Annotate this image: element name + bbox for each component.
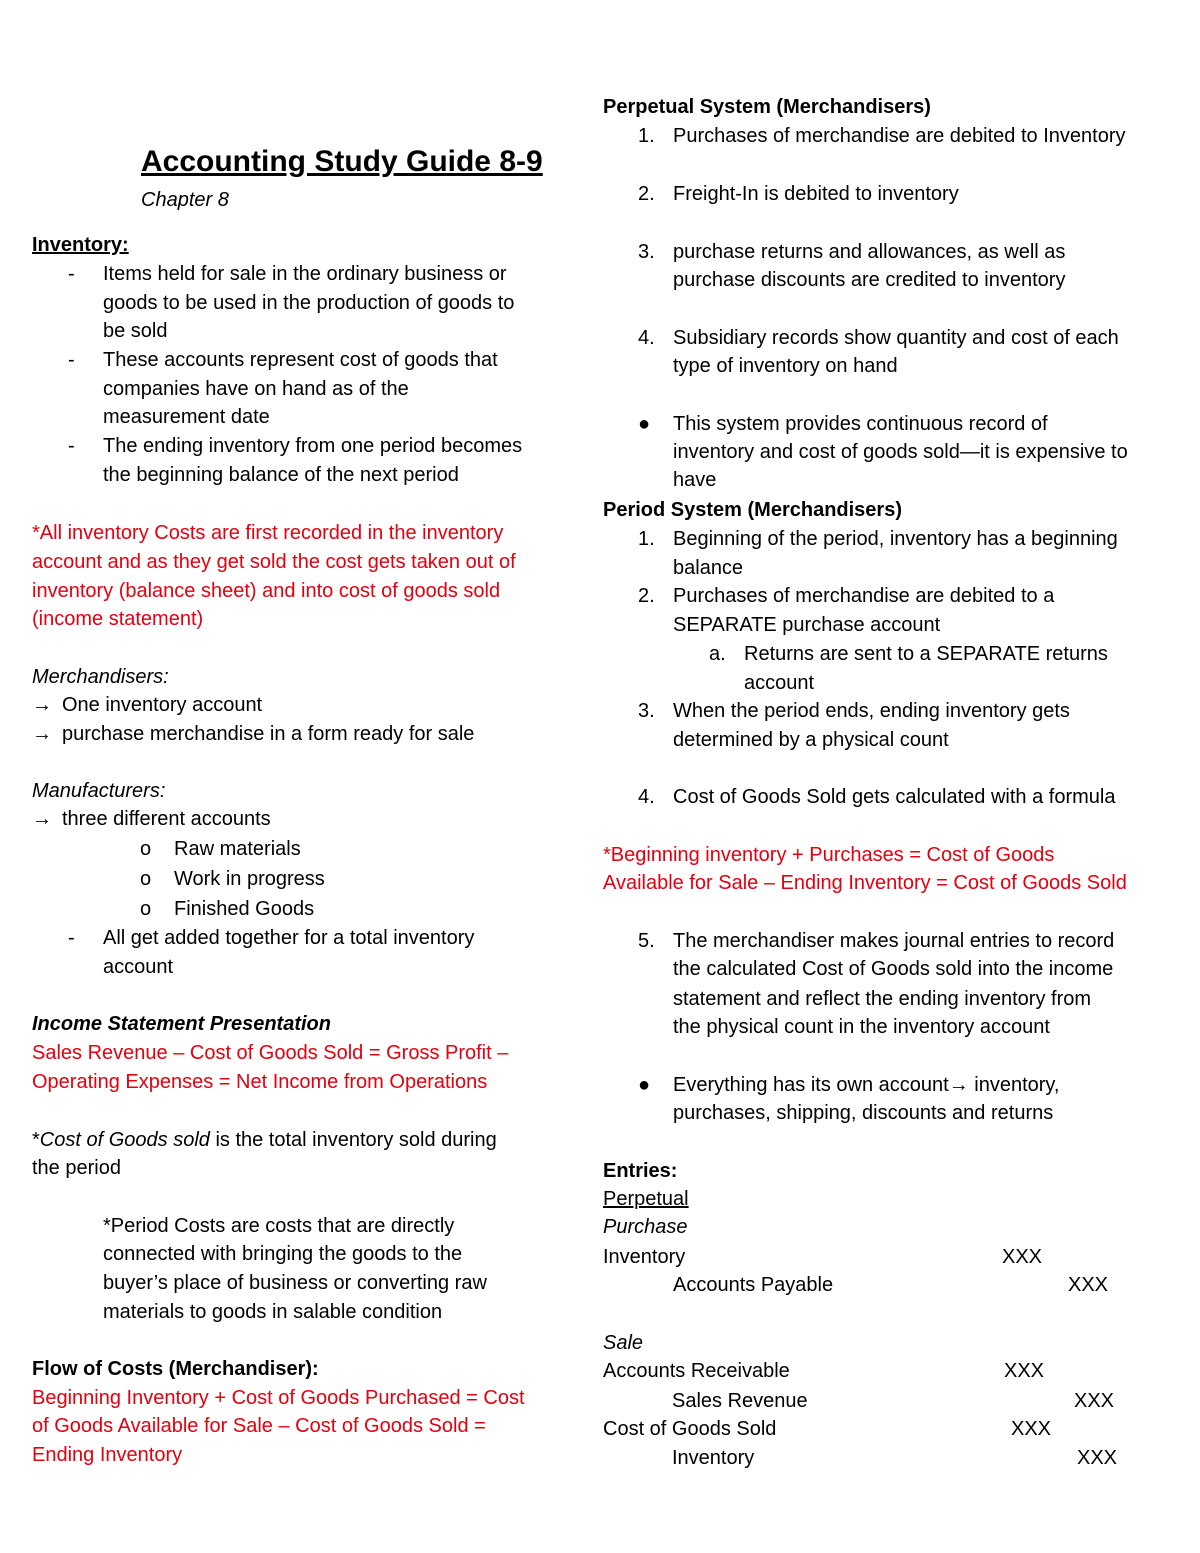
- period-item-1-line-2: balance: [673, 557, 744, 579]
- list-number: 4.: [638, 327, 655, 349]
- inventory-item-1-line-1: Items held for sale in the ordinary business or: [103, 263, 507, 285]
- sale-label: Sale: [603, 1332, 644, 1354]
- period-item-2-line-2: SEPARATE purchase account: [673, 614, 941, 636]
- journal-account: Accounts Payable: [673, 1274, 834, 1296]
- arrow-right-icon: →: [948, 1074, 969, 1096]
- period-red-line-1: *Beginning inventory + Purchases = Cost of Goods: [603, 844, 1055, 866]
- inventory-item-1-line-2: goods to be used in the production of goods to: [103, 292, 515, 314]
- perp-item-1: Purchases of merchandise are debited to Inventory: [673, 125, 1126, 147]
- manu-dash-line-2: account: [103, 956, 174, 978]
- isp-formula-line-1: Sales Revenue – Cost of Goods Sold = Gross Profit –: [32, 1042, 509, 1064]
- arrow-right-icon: →: [32, 723, 52, 745]
- period-item-1-line-1: Beginning of the period, inventory has a beginning: [673, 528, 1118, 550]
- red-note-line-3: inventory (balance sheet) and into cost of goods sold: [32, 580, 501, 602]
- list-number: 3.: [638, 241, 655, 263]
- page-title: Accounting Study Guide 8-9: [141, 145, 543, 178]
- bullet-icon: ●: [638, 413, 651, 435]
- perp-item-4-line-1: Subsidiary records show quantity and cost of each: [673, 327, 1119, 349]
- journal-account: Sales Revenue: [672, 1390, 808, 1412]
- list-letter: a.: [709, 643, 726, 665]
- item5-line-4: the physical count in the inventory account: [673, 1016, 1050, 1038]
- item5-line-3: statement and reflect the ending inventory from: [673, 988, 1092, 1010]
- entries-heading: Entries:: [603, 1160, 678, 1182]
- inventory-item-2-line-3: measurement date: [103, 406, 270, 428]
- bullet-icon: ●: [638, 1074, 651, 1096]
- journal-account: Accounts Receivable: [603, 1360, 790, 1382]
- inventory-item-3-line-2: the beginning balance of the next period: [103, 464, 459, 486]
- perp-item-2: Freight-In is debited to inventory: [673, 183, 959, 205]
- period-red-line-2: Available for Sale – Ending Inventory = Cost of Goods Sold: [603, 872, 1127, 894]
- journal-credit: XXX: [1077, 1447, 1118, 1469]
- inventory-item-2-line-2: companies have on hand as of the: [103, 378, 409, 400]
- perp-item-3-line-2: purchase discounts are credited to inventory: [673, 269, 1066, 291]
- journal-account: Cost of Goods Sold: [603, 1418, 777, 1440]
- manu-sub-1: Raw materials: [174, 838, 301, 860]
- perp-bullet-line-3: have: [673, 469, 717, 491]
- cogs-note-line-2: the period: [32, 1157, 121, 1179]
- merch-item-1: One inventory account: [62, 694, 263, 716]
- list-number: 2.: [638, 585, 655, 607]
- bullet2-line-1: Everything has its own account→ inventory,: [673, 1074, 1060, 1096]
- bullet2-line-2: purchases, shipping, discounts and returns: [673, 1102, 1054, 1124]
- item5-line-1: The merchandiser makes journal entries to record: [673, 930, 1115, 952]
- circle-bullet-icon: o: [140, 898, 152, 920]
- flow-formula-line-3: Ending Inventory: [32, 1444, 183, 1466]
- period-item-3-line-2: determined by a physical count: [673, 729, 949, 751]
- journal-debit: XXX: [1002, 1246, 1043, 1268]
- manu-dash-line-1: All get added together for a total inventory: [103, 927, 475, 949]
- journal-account: Inventory: [603, 1246, 686, 1268]
- journal-debit: XXX: [1004, 1360, 1045, 1382]
- list-number: 5.: [638, 930, 655, 952]
- arrow-right-icon: →: [32, 808, 52, 830]
- dash-marker: -: [68, 927, 75, 949]
- manu-sub-3: Finished Goods: [174, 898, 315, 920]
- circle-bullet-icon: o: [140, 838, 152, 860]
- period-item-2-line-1: Purchases of merchandise are debited to a: [673, 585, 1055, 607]
- inventory-heading: Inventory:: [32, 234, 129, 256]
- isp-heading: Income Statement Presentation: [32, 1013, 331, 1035]
- list-number: 1.: [638, 528, 655, 550]
- inventory-item-1-line-3: be sold: [103, 320, 168, 342]
- journal-credit: XXX: [1074, 1390, 1115, 1412]
- dash-marker: -: [68, 349, 75, 371]
- red-note-line-4: (income statement): [32, 608, 204, 630]
- flow-formula-line-1: Beginning Inventory + Cost of Goods Purchased = Cost: [32, 1387, 525, 1409]
- period-item-3-line-1: When the period ends, ending inventory gets: [673, 700, 1070, 722]
- red-note-line-2: account and as they get sold the cost gets taken out of: [32, 551, 516, 573]
- circle-bullet-icon: o: [140, 868, 152, 890]
- manufacturers-heading: Manufacturers:: [32, 780, 166, 802]
- period-costs-line-4: materials to goods in salable condition: [103, 1301, 443, 1323]
- period-item-2a-line-1: Returns are sent to a SEPARATE returns: [744, 643, 1108, 665]
- manu-sub-2: Work in progress: [174, 868, 325, 890]
- dash-marker: -: [68, 263, 75, 285]
- period-heading: Period System (Merchandisers): [603, 499, 902, 521]
- merch-item-2: purchase merchandise in a form ready for sale: [62, 723, 475, 745]
- chapter-label: Chapter 8: [141, 189, 229, 211]
- cogs-note-line-1: *Cost of Goods sold is the total inventory sold during: [32, 1129, 497, 1151]
- flow-heading: Flow of Costs (Merchandiser):: [32, 1358, 319, 1380]
- item5-line-2: the calculated Cost of Goods sold into the income: [673, 958, 1114, 980]
- cogs-term: Cost of Goods sold: [39, 1129, 210, 1151]
- journal-debit: XXX: [1011, 1418, 1052, 1440]
- flow-formula-line-2: of Goods Available for Sale – Cost of Goods Sold =: [32, 1415, 486, 1437]
- period-item-4: Cost of Goods Sold gets calculated with a formula: [673, 786, 1116, 808]
- red-note-line-1: *All inventory Costs are first recorded in the inventory: [32, 522, 504, 544]
- perp-bullet-line-1: This system provides continuous record of: [673, 413, 1048, 435]
- arrow-right-icon: →: [32, 694, 52, 716]
- list-number: 3.: [638, 700, 655, 722]
- perp-bullet-line-2: inventory and cost of goods sold—it is expensive to: [673, 441, 1128, 463]
- period-costs-line-2: connected with bringing the goods to the: [103, 1243, 463, 1265]
- inventory-item-2-line-1: These accounts represent cost of goods that: [103, 349, 498, 371]
- isp-formula-line-2: Operating Expenses = Net Income from Operations: [32, 1071, 488, 1093]
- perp-item-4-line-2: type of inventory on hand: [673, 355, 898, 377]
- list-number: 2.: [638, 183, 655, 205]
- period-costs-line-3: buyer’s place of business or converting raw: [103, 1272, 487, 1294]
- list-number: 4.: [638, 786, 655, 808]
- inventory-item-3-line-1: The ending inventory from one period becomes: [103, 435, 523, 457]
- journal-credit: XXX: [1068, 1274, 1109, 1296]
- perpetual-label: Perpetual: [603, 1188, 689, 1210]
- perpetual-heading: Perpetual System (Merchandisers): [603, 96, 931, 118]
- list-number: 1.: [638, 125, 655, 147]
- period-item-2a-line-2: account: [744, 672, 815, 694]
- perp-item-3-line-1: purchase returns and allowances, as well as: [673, 241, 1066, 263]
- manu-item: three different accounts: [62, 808, 271, 830]
- purchase-label: Purchase: [603, 1216, 688, 1238]
- journal-account: Inventory: [672, 1447, 755, 1469]
- period-costs-line-1: *Period Costs are costs that are directly: [103, 1215, 455, 1237]
- merchandisers-heading: Merchandisers:: [32, 666, 169, 688]
- dash-marker: -: [68, 435, 75, 457]
